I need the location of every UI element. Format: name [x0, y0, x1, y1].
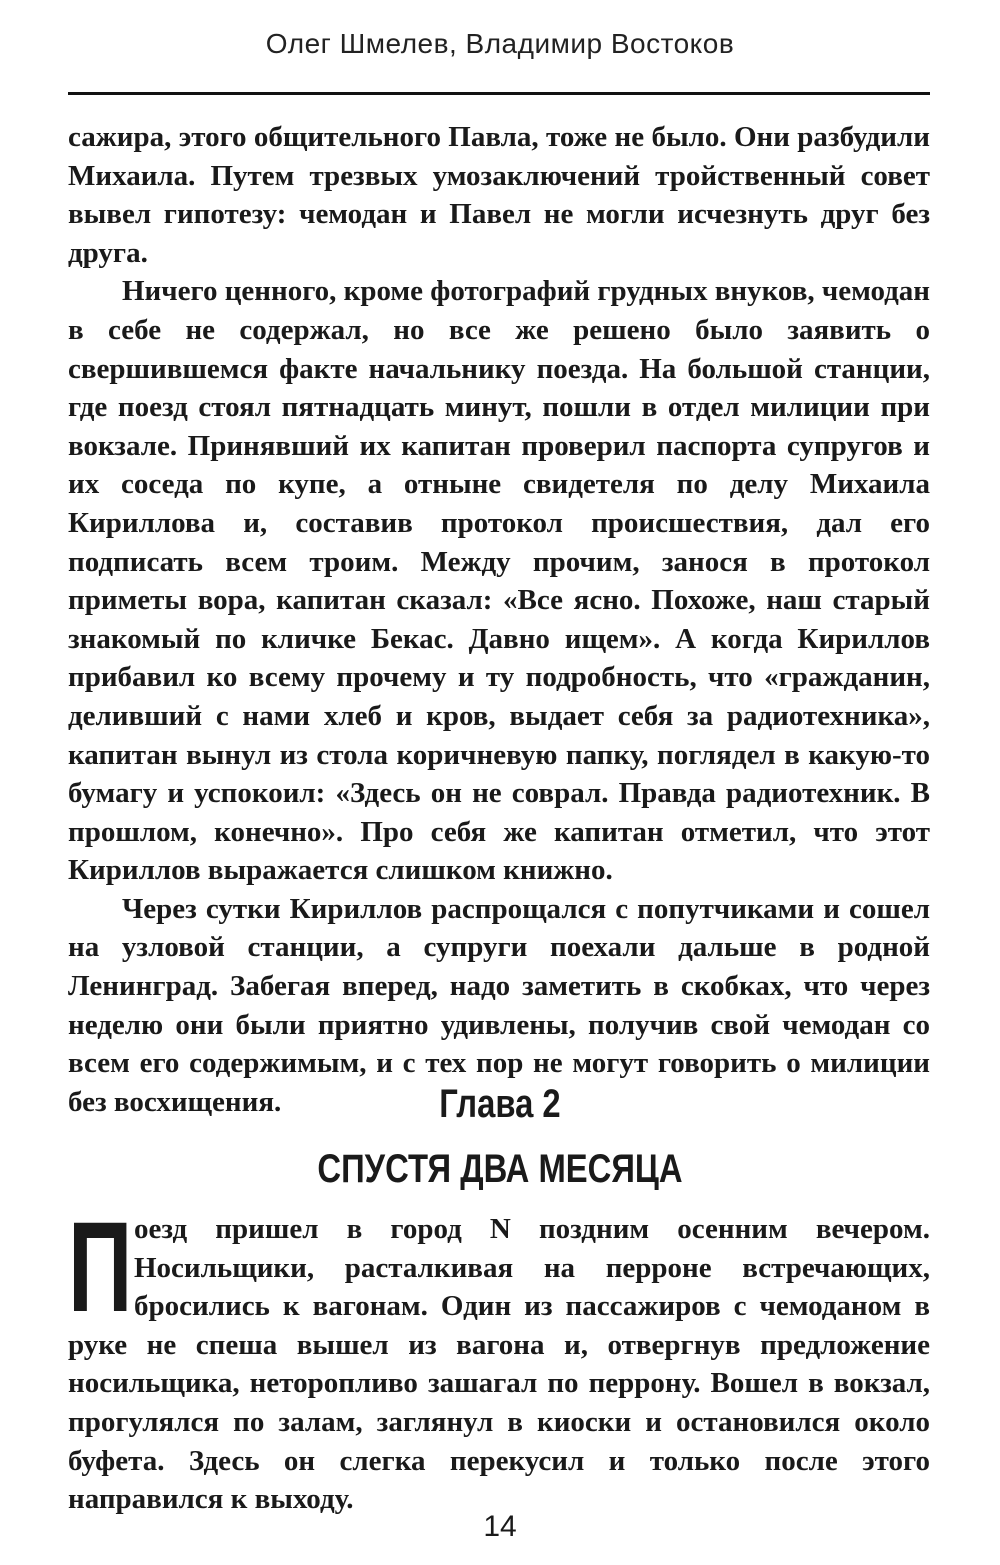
page-number: 14: [483, 1510, 517, 1543]
chapter-number: Глава 2: [439, 1082, 561, 1126]
paragraph: сажира, этого общительного Павла, тоже не было. Они разбудили Михаила. Путем трезвых умозаключений тройственный совет вывел гипотезу: чемодан и Павел не могли исчезнуть друг без друга.: [68, 121, 930, 269]
header-rule: [68, 92, 930, 95]
chapter-first-paragraph: [68, 1196, 930, 1519]
chapter-paragraph-text: оезд пришел в город N поздним осенним вечером. Носильщики, расталкивая на перроне встречающих, бросились к вагонам. Один из пассажиров с чемоданом в руке не спеша вышел из вагона и, отвергнув предложение носильщика, неторопливо зашагал по перрону. Вошел в вокзал, прогулялся по залам, заглянул в киоски и остановился около буфета. Здесь он слегка перекусил и только после этого направился к выходу.: [68, 1213, 930, 1516]
body-text: [68, 118, 930, 1121]
paragraph: Через сутки Кириллов распрощался с попутчиками и сошел на узловой станции, а супруги поехали дальше в родной Ленинград. Забегая вперед, надо заметить в скобках, что через неделю они были приятно удивлены, получив свой чемодан со всем его содержимым, и с тех пор не могут говорить о милиции без восхищения.: [68, 892, 930, 1118]
running-head: Олег Шмелев, Владимир Востоков: [265, 28, 735, 59]
paragraph: Ничего ценного, кроме фотографий грудных внуков, чемодан в себе не содержал, но все же решено было заявить о свершившемся факте начальнику поезда. На большой станции, где поезд стоял пятнадцать минут, пошли в отдел милиции при вокзале. Принявший их капитан проверил паспорта супругов и их соседа по купе, а отныне свидетеля по делу Михаила Кириллова и, составив протокол происшествия, дал его подписать всем троим. Между прочим, занося в протокол приметы вора, капитан сказал: «Все ясно. Похоже, наш старый знакомый по кличке Бекас. Давно ищем». А когда Кириллов прибавил ко всему прочему и ту подробность, что «гражданин, деливший с нами хлеб и кров, выдает себя за радиотехника», капитан вынул из стола коричневую папку, поглядел в какую-то бумагу и успокоил: «Здесь он не соврал. Правда радиотехник. В прошлом, конечно». Про себя же капитан отметил, что этот Кириллов выражается слишком книжно.: [68, 275, 931, 887]
chapter-title: СПУСТЯ ДВА МЕСЯЦА: [317, 1147, 683, 1191]
drop-cap: П: [68, 1196, 133, 1339]
